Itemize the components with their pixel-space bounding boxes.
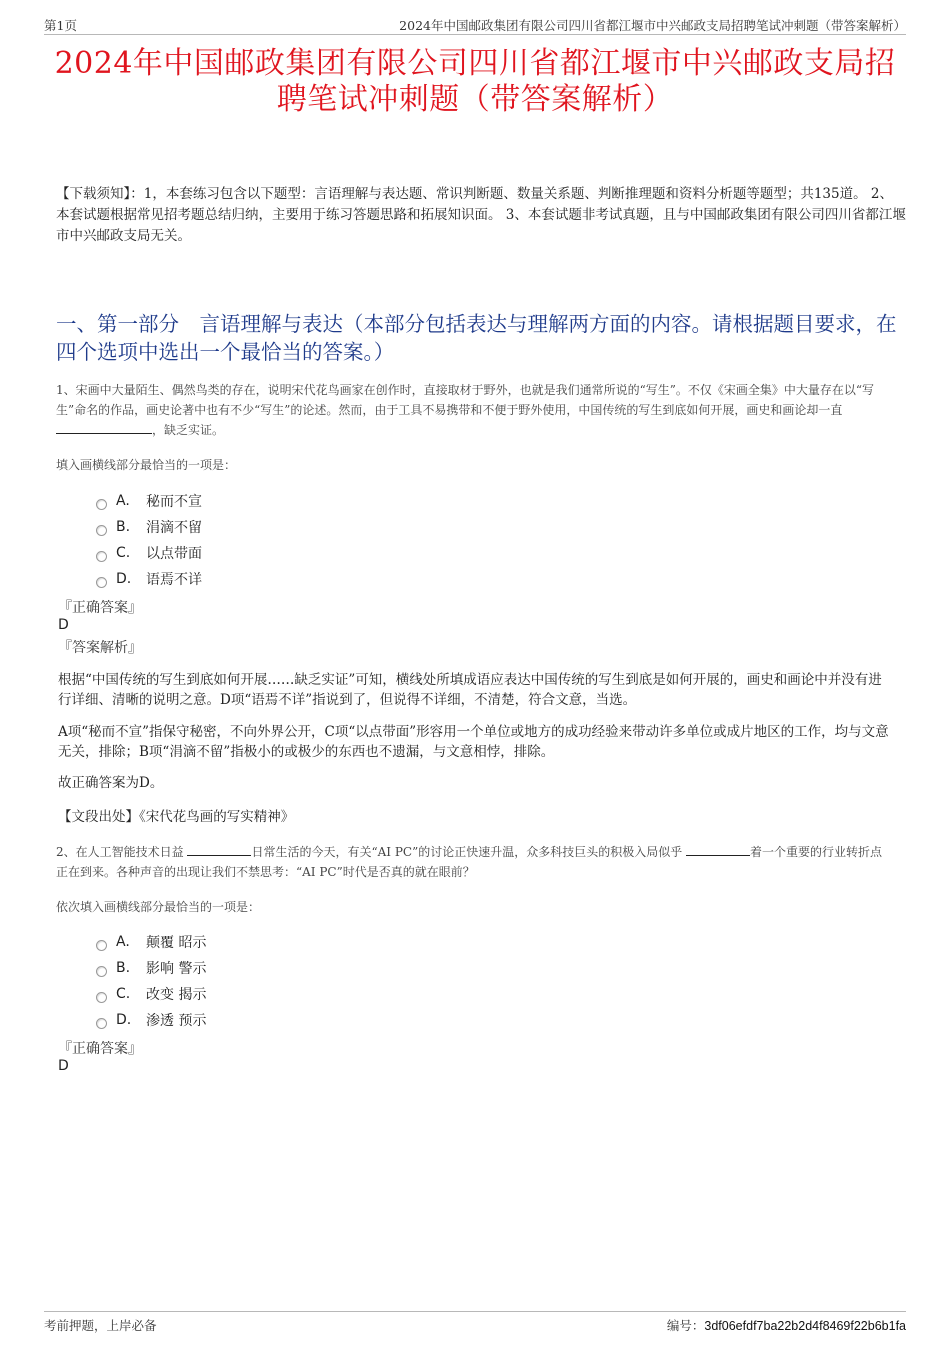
question-1-analysis-label: 『答案解析』 bbox=[58, 640, 142, 656]
question-1-source: 【文段出处】《宋代花鸟画的写实精神》 bbox=[58, 809, 295, 825]
question-2-stem-part-2: 日常生活的今天，有关“AI PC”的讨论正快速升温，众多科技巨头的积极入局似乎 bbox=[251, 845, 683, 859]
section-title: 一、第一部分 言语理解与表达（本部分包括表达与理解两方面的内容。请根据题目要求，在四个选项中选出一个最恰当的答案。） bbox=[56, 312, 897, 364]
footer-slogan: 考前押题，上岸必备 bbox=[44, 1318, 157, 1333]
question-1-stem-after: ，缺乏实证。 bbox=[152, 423, 225, 437]
question-1-option-a[interactable]: A. 秘而不宣 bbox=[96, 488, 202, 514]
question-1-analysis-p2: A项“秘而不宣”指保守秘密，不向外界公开，C项“以点带面”形容用一个单位或地方的成功经验来带动许多单位或成片地区的工作，均与文意无关，排除；B项“涓滴不留”指极小的或极少的东西也不遗漏，与文意相悖，排除。 bbox=[58, 724, 889, 760]
question-2-answer: D bbox=[58, 1058, 69, 1074]
document-code-value: 3df06efdf7ba22b2d4f8469f22b6b1fa bbox=[704, 1319, 906, 1333]
question-1-stem-before: 1、宋画中大量陌生、偶然鸟类的存在，说明宋代花鸟画家在创作时，直接取材于野外，也就是我们通常所说的“写生”。不仅《宋画全集》中大量存在以“写生”命名的作品，画史论著中也有不少“写生”的论述。然而，由于工具不易携带和不便于野外使用，中国传统的写生到底如何开展，画史和画论却一直 bbox=[56, 383, 875, 417]
question-2-option-b[interactable]: B. 影响 警示 bbox=[96, 955, 206, 981]
radio-icon[interactable] bbox=[96, 940, 107, 951]
question-2-option-c[interactable]: C. 改变 揭示 bbox=[96, 981, 206, 1007]
question-1-blank bbox=[56, 421, 152, 434]
question-1-analysis-p3: 故正确答案为D。 bbox=[58, 775, 164, 791]
question-1-answer: D bbox=[58, 617, 69, 633]
question-2-options bbox=[96, 929, 206, 1033]
radio-icon[interactable] bbox=[96, 966, 107, 977]
document-title-line-2: 聘笔试冲刺题（带答案解析） bbox=[276, 82, 674, 117]
question-2-blank-1 bbox=[187, 843, 251, 856]
page-footer bbox=[44, 1311, 906, 1334]
document-code-label: 编号： bbox=[666, 1318, 705, 1333]
download-notice: 【下载须知】：1，本套练习包含以下题型：言语理解与表达题、常识判断题、数量关系题、判断推理题和资料分析题等题型；共135道。 2、本套试题根据常见招考题总结归纳，主要用于练习答题思路和拓展知识面。 3、本套试题非考试真题，且与中国邮政集团有限公司四川省都江堰市中兴邮政支局无关。 bbox=[56, 186, 906, 244]
page-number: 第1页 bbox=[44, 18, 77, 33]
running-title: 2024年中国邮政集团有限公司四川省都江堰市中兴邮政支局招聘笔试冲刺题（带答案解析） bbox=[399, 18, 906, 33]
question-2-prompt: 依次填入画横线部分最恰当的一项是： bbox=[56, 900, 261, 914]
radio-icon[interactable] bbox=[96, 525, 107, 536]
question-1-options bbox=[96, 488, 202, 592]
question-2-option-a[interactable]: A. 颠覆 昭示 bbox=[96, 929, 206, 955]
question-2-stem-part-1: 2、在人工智能技术日益 bbox=[56, 845, 184, 859]
question-1-analysis-p1: 根据“中国传统的写生到底如何开展……缺乏实证”可知，横线处所填成语应表达中国传统的写生到底是如何开展的，画史和画论中并没有进行详细、清晰的说明之意。D项“语焉不详”指说到了，但说得不详细，不清楚，符合文意，当选。 bbox=[58, 672, 882, 708]
question-2-blank-2 bbox=[686, 843, 750, 856]
question-1-option-c[interactable]: C. 以点带面 bbox=[96, 540, 202, 566]
question-2-stem bbox=[56, 842, 890, 882]
radio-icon[interactable] bbox=[96, 499, 107, 510]
radio-icon[interactable] bbox=[96, 551, 107, 562]
document-title bbox=[44, 46, 906, 118]
radio-icon[interactable] bbox=[96, 1018, 107, 1029]
question-2-stem-part-3: 着一个重要的行业转折点正在到来。各种声音的出现让我们不禁思考：“AI PC”时代是否真的就在眼前？ bbox=[56, 845, 883, 879]
question-1-option-d[interactable]: D. 语焉不详 bbox=[96, 566, 202, 592]
radio-icon[interactable] bbox=[96, 992, 107, 1003]
radio-icon[interactable] bbox=[96, 577, 107, 588]
document-title-line-1: 2024年中国邮政集团有限公司四川省都江堰市中兴邮政支局招 bbox=[54, 46, 896, 81]
document-code bbox=[667, 1316, 906, 1334]
question-1-option-b[interactable]: B. 涓滴不留 bbox=[96, 514, 202, 540]
page-header bbox=[44, 14, 906, 35]
question-1-prompt: 填入画横线部分最恰当的一项是： bbox=[56, 458, 237, 472]
question-2-option-d[interactable]: D. 渗透 预示 bbox=[96, 1007, 206, 1033]
question-1-answer-label: 『正确答案』 bbox=[58, 600, 142, 616]
question-1-stem bbox=[56, 380, 890, 440]
question-2-answer-label: 『正确答案』 bbox=[58, 1041, 142, 1057]
